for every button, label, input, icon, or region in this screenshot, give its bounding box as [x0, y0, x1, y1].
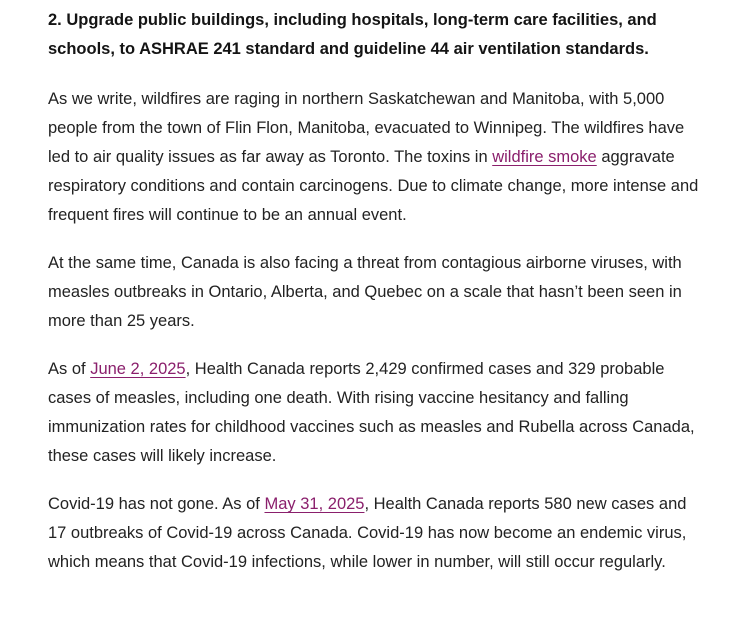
- may-31-2025-link[interactable]: May 31, 2025: [264, 495, 365, 513]
- paragraph-wildfires: [48, 85, 708, 230]
- paragraph-text: As we write, wildfires are raging in northern Saskatchewan and Manitoba, with 5,000 people from the town of Flin Flon, Manitoba, evacuated to Winnipeg. The wildfires have led to air quality issues as far away as Toronto. The toxins in: [48, 90, 685, 166]
- paragraph-measles-outbreaks: At the same time, Canada is also facing a threat from contagious airborne viruses, with measles outbreaks in Ontario, Alberta, and Quebec on a scale that hasn’t been seen in more than 25 years.: [48, 254, 682, 330]
- paragraph-measles-cases: [48, 355, 708, 471]
- section-heading: 2. Upgrade public buildings, including hospitals, long-term care facilities, and schools, to ASHRAE 241 standard and guideline 44 air ventilation standards.: [48, 11, 657, 58]
- paragraph-text: aggravate respiratory conditions and contain carcinogens. Due to climate change, more intense and frequent fires will continue to be an annual event.: [48, 148, 699, 224]
- article-body: [48, 6, 708, 596]
- june-2-2025-link[interactable]: June 2, 2025: [90, 360, 186, 378]
- paragraph-text: , Health Canada reports 2,429 confirmed cases and 329 probable cases of measles, including one death. With rising vaccine hesitancy and falling immunization rates for childhood vaccines such as measles and Rubella across Canada, these cases will likely increase.: [48, 360, 695, 465]
- paragraph-text: As of: [48, 360, 91, 378]
- wildfire-smoke-link[interactable]: wildfire smoke: [492, 148, 597, 166]
- paragraph-covid: [48, 490, 708, 577]
- paragraph-text: , Health Canada reports 580 new cases and 17 outbreaks of Covid-19 across Canada. Covid-19 has now become an endemic virus, which means that Covid-19 infections, while lower in number, will still occur regularly.: [48, 495, 687, 571]
- paragraph-text: Covid-19 has not gone. As of: [48, 495, 265, 513]
